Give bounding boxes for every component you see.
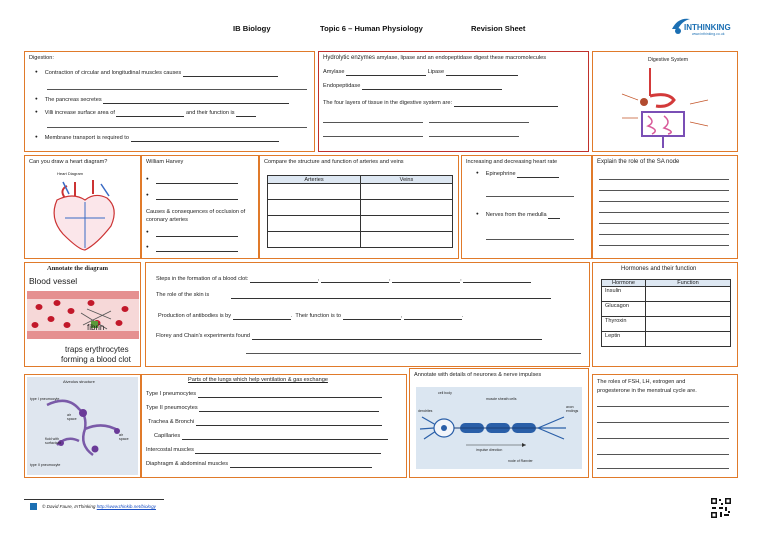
lungs-row: [146, 461, 372, 468]
hormone-cell: Glucagon: [602, 302, 646, 317]
heart-panel: [24, 155, 141, 259]
vessels-cell[interactable]: [268, 232, 361, 248]
footer-rule: [24, 499, 164, 500]
alveolus-label: fluid with surfactant: [45, 437, 61, 445]
skin-label: The role of the skin is: [156, 292, 210, 298]
veins-header: Veins: [361, 176, 453, 184]
alveolus-label: air space: [67, 413, 77, 421]
lungs-row-label: Capillaries: [154, 433, 181, 439]
vessels-cell[interactable]: [361, 200, 453, 216]
occlusion-bullet-1: [146, 229, 238, 237]
digestive-diagram-title: Digestive System: [648, 57, 689, 63]
harvey-bullet-2: [146, 192, 238, 200]
lungs-row: [154, 433, 388, 440]
epinephrine-label: Epinephrine: [485, 171, 516, 177]
alveolus-image: [27, 377, 138, 475]
clot-steps-row: Steps in the formation of a blood clot: , , ,: [156, 276, 531, 283]
lungs-row: [146, 447, 381, 454]
alveolus-panel: [24, 374, 141, 478]
digestion-item-membrane: [35, 134, 279, 142]
digestive-diagram-panel: [592, 51, 738, 152]
tissue-layers-row: [323, 100, 558, 107]
heart-rate-panel: [461, 155, 592, 259]
blood-clot-illustration: [27, 289, 139, 341]
medulla-label: Nerves from the medulla: [485, 212, 547, 218]
neuron-label: node of Ranvier: [508, 459, 533, 463]
sa-node-panel: [592, 155, 738, 259]
digestion-item-text: The pancreas secretes: [44, 97, 102, 103]
amylase-label: Amylase: [323, 69, 345, 75]
epinephrine-row: [476, 170, 559, 178]
heart-rate-title: Increasing and decreasing heart rate: [466, 159, 558, 165]
tissue-layers-label: The four layers of tissue in the digestive system are:: [323, 100, 453, 106]
inthinking-logo: [668, 13, 740, 39]
hormone-cell: Thyroxin: [602, 317, 646, 332]
lungs-row-label: Type II pneumocytes: [146, 405, 198, 411]
enzymes-panel: [318, 51, 589, 152]
digestion-item-muscles: [35, 69, 278, 77]
digestion-item-villi: [35, 109, 256, 117]
vessels-title: Compare the structure and function of arteries and veins: [264, 159, 404, 165]
vessels-cell[interactable]: [268, 216, 361, 232]
vessels-table: [267, 175, 453, 248]
vessels-panel: [259, 155, 459, 259]
neuron-label: impulse direction: [476, 448, 503, 452]
clot-steps-label: Steps in the formation of a blood clot:: [156, 276, 249, 282]
hormone-function-cell[interactable]: [646, 302, 731, 317]
harvey-bullet-1: [146, 176, 238, 184]
vessels-cell[interactable]: [361, 216, 453, 232]
hormones-panel: [592, 262, 738, 367]
heart-question: Can you draw a heart diagram?: [29, 159, 108, 165]
menstrual-panel: [592, 374, 738, 478]
florey-row: [156, 333, 542, 340]
enzymes-title-rest: amylase, lipase and an endopeptidase digest these macromolecules: [376, 55, 547, 61]
heart-diagram: [45, 178, 125, 254]
footer-logo: [30, 503, 37, 510]
lungs-panel: [141, 374, 407, 478]
occlusion-bullet-2: [146, 244, 238, 252]
footer-credit-text: © David Faure, InThinking: [42, 504, 96, 509]
lungs-row-label: Intercostal muscles: [146, 447, 194, 453]
footer-credit: [42, 503, 156, 510]
logo-subtext: www.inthinking.co.uk: [692, 32, 725, 36]
florey-label: Florey and Chain's experiments found: [156, 333, 251, 339]
clot-caption-1: traps erythrocytes: [65, 345, 129, 354]
hormone-function-cell[interactable]: [646, 287, 731, 302]
villi-function-text: and their function is: [186, 110, 235, 116]
hormone-function-cell[interactable]: [646, 332, 731, 347]
digestion-title: Digestion:: [29, 55, 54, 61]
lungs-row-label: Type I pneumocytes: [146, 391, 197, 397]
hormone-cell: Leptin: [602, 332, 646, 347]
antibodies-row: Production of antibodies is by . Their function is to , .: [158, 313, 464, 319]
enzymes-title: [323, 55, 546, 62]
lungs-title: Parts of the lungs which help ventilation & gas exchange: [188, 377, 328, 383]
enzymes-title-bold: Hydrolytic enzymes: [323, 55, 376, 61]
vessels-cell[interactable]: [268, 184, 361, 200]
fibrin-label: fibrin: [87, 323, 105, 332]
sa-node-title: Explain the role of the SA node: [597, 159, 680, 165]
digestion-item-pancreas: [35, 96, 289, 104]
endopeptidase-row: [323, 83, 502, 90]
neurones-panel: [409, 368, 589, 478]
skin-row: [156, 292, 551, 299]
blood-vessel-label: Blood vessel: [29, 276, 78, 286]
vessels-cell[interactable]: [361, 184, 453, 200]
heart-diagram-title: Heart Diagram: [57, 171, 84, 176]
digestion-item-text: Villi increase surface area of: [44, 110, 115, 116]
endopeptidase-label: Endopeptidase: [323, 83, 361, 89]
neuron-label: muscle sheath cells: [486, 397, 517, 401]
lungs-row: [146, 391, 382, 398]
alveolus-label: type I pneumocyte: [30, 397, 60, 401]
alveolus-label: air space: [119, 433, 129, 441]
logo-text: INTHINKING: [684, 23, 731, 32]
defence-panel: [145, 262, 590, 367]
menstrual-title: The roles of FSH, LH, estrogen and progesterone in the menstrual cycle are.: [597, 379, 697, 394]
neuron-label: dendrites: [418, 409, 433, 413]
lungs-row: [148, 419, 382, 426]
lipase-label: Lipase: [427, 69, 445, 75]
hormones-title: Hormones and their function: [621, 266, 697, 272]
lungs-row: [146, 405, 379, 412]
function-label: Their function is to: [295, 313, 342, 319]
alveolus-title: Alveolus structure: [63, 379, 95, 384]
digestive-system-illustration: [608, 66, 728, 150]
course-title: IB Biology: [233, 24, 271, 33]
harvey-panel: [141, 155, 259, 259]
annotate-panel: [24, 262, 141, 367]
clot-caption-2: forming a blood clot: [61, 355, 131, 364]
footer-link[interactable]: http://www.thinkib.net/biology: [96, 504, 156, 509]
alveolus-label: type II pneumocyte: [30, 463, 61, 467]
neuron-label: axon endings: [566, 405, 579, 413]
neuron-image: [416, 387, 582, 469]
hormones-table: [601, 279, 731, 347]
hormone-cell: Insulin: [602, 287, 646, 302]
neurones-title: Annotate with details of neurones & nerve impulses: [414, 372, 542, 378]
function-header: Function: [646, 280, 731, 287]
amylase-row: [323, 69, 518, 76]
qr-code-icon: [710, 497, 732, 519]
antibodies-label: Production of antibodies is by: [158, 313, 232, 319]
occlusion-label: Causes & consequences of occlusion of coronary arteries: [146, 209, 246, 223]
vessels-cell[interactable]: [268, 200, 361, 216]
digestion-item-text: Membrane transport is required to: [44, 135, 129, 141]
harvey-title: William Harvey: [146, 159, 184, 165]
digestion-panel: [24, 51, 315, 152]
medulla-row: [476, 211, 560, 219]
vessels-cell[interactable]: [361, 232, 453, 248]
annotate-title: Annotate the diagram: [47, 265, 109, 272]
neuron-label: cell body: [438, 391, 452, 395]
lungs-row-label: Diaphragm & abdominal muscles: [146, 461, 229, 467]
sheet-title: Revision Sheet: [471, 24, 526, 33]
hormone-header: Hormone: [602, 280, 646, 287]
hormone-function-cell[interactable]: [646, 317, 731, 332]
arteries-header: Arteries: [268, 176, 361, 184]
lungs-row-label: Trachea & Bronchi: [148, 419, 195, 425]
topic-title: Topic 6 – Human Physiology: [320, 24, 423, 33]
digestion-item-text: Contraction of circular and longitudinal muscles causes: [44, 70, 182, 76]
